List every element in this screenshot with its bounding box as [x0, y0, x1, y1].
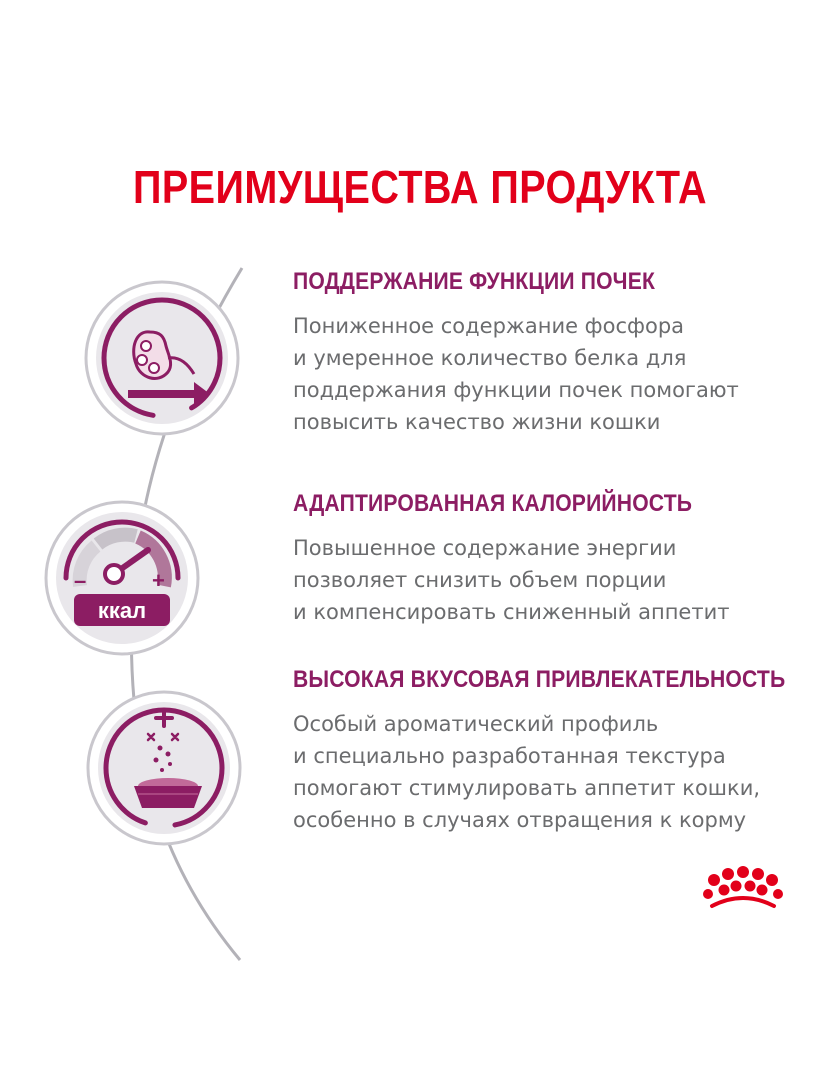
- page-title: ПРЕИМУЩЕСТВА ПРОДУКТА: [132, 161, 708, 213]
- feature-heading: ВЫСОКАЯ ВКУСОВАЯ ПРИВЛЕКАТЕЛЬНОСТЬ: [293, 666, 786, 693]
- feature-text-line: позволяет снизить объем порции: [293, 568, 667, 592]
- feature-text-line: Повышенное содержание энергии: [293, 536, 677, 560]
- calorie-gauge-icon: [44, 500, 200, 656]
- feature-text-line: поддержания функции почек помогают: [293, 378, 739, 402]
- gauge-minus-label: –: [74, 568, 87, 593]
- feature-text-line: Пониженное содержание фосфора: [293, 314, 685, 338]
- royal-canin-crown-icon: [698, 864, 788, 916]
- feature-description: [293, 708, 813, 836]
- feature-high-palatability: [293, 666, 813, 836]
- feature-text-line: особенно в случаях отвращения к корму: [293, 808, 747, 832]
- feature-kidney-support: [293, 268, 813, 438]
- feature-text-line: помогают стимулировать аппетит кошки,: [293, 776, 761, 800]
- feature-adapted-calories: [293, 490, 813, 628]
- food-bowl-aroma-icon: [86, 690, 242, 846]
- feature-description: [293, 532, 813, 628]
- feature-description: [293, 310, 813, 438]
- feature-text-line: повысить качество жизни кошки: [293, 410, 661, 434]
- gauge-plus-label: +: [152, 568, 165, 593]
- feature-text-line: и специально разработанная текстура: [293, 744, 726, 768]
- feature-heading: АДАПТИРОВАННАЯ КАЛОРИЙНОСТЬ: [293, 490, 693, 517]
- feature-heading: ПОДДЕРЖАНИЕ ФУНКЦИИ ПОЧЕК: [293, 268, 656, 295]
- feature-text-line: Особый ароматический профиль: [293, 712, 659, 736]
- kidney-icon: [84, 280, 240, 436]
- gauge-kcal-label: ккал: [97, 598, 147, 623]
- feature-text-line: и компенсировать сниженный аппетит: [293, 600, 730, 624]
- feature-text-line: и умеренное количество белка для: [293, 346, 687, 370]
